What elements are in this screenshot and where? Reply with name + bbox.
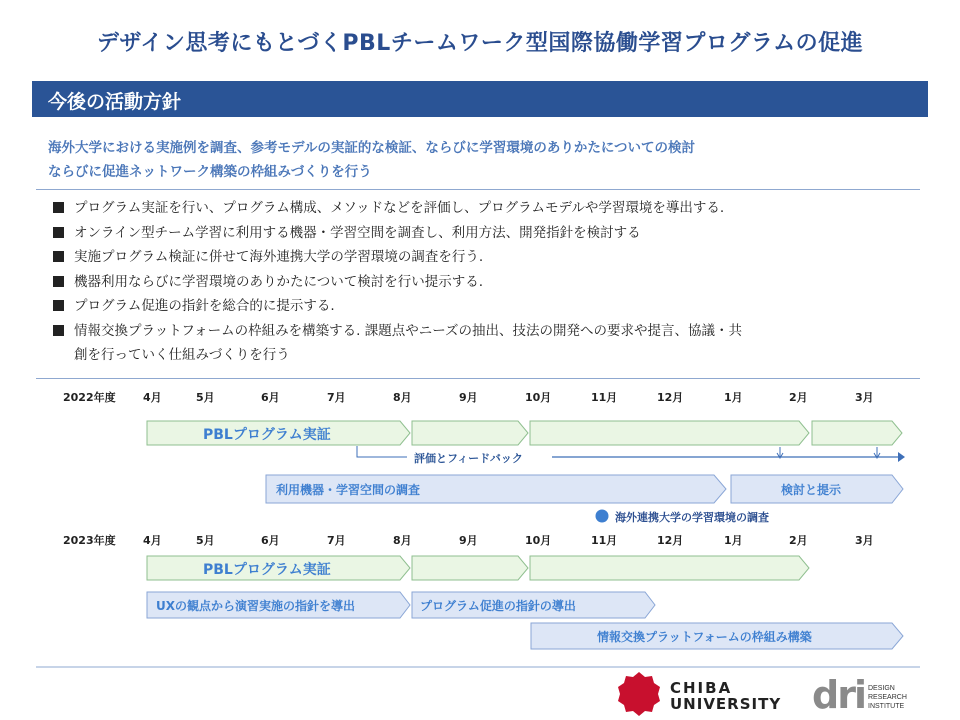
month-label: 9月 <box>459 391 478 404</box>
month-label: 9月 <box>459 534 478 547</box>
month-label: 4月 <box>143 391 162 404</box>
year-label-2023: 2023年度 <box>63 534 116 547</box>
month-label: 6月 <box>261 391 280 404</box>
month-label: 1月 <box>724 391 743 404</box>
overseas-survey-dot <box>596 510 609 523</box>
ux-2023-label: UXの観点から演習実施の指針を導出 <box>156 599 355 613</box>
pbl-2023-arrow-2 <box>412 556 528 580</box>
dri-logo-line2: RESEARCH <box>868 694 907 701</box>
pbl-2023-label: PBLプログラム実証 <box>203 562 331 578</box>
section-heading: 今後の活動方針 <box>48 91 182 113</box>
month-label: 4月 <box>143 534 162 547</box>
review-2022-label: 検討と提示 <box>781 483 842 497</box>
month-label: 5月 <box>196 534 215 547</box>
survey-2022-label: 利用機器・学習空間の調査 <box>276 483 421 497</box>
month-label: 7月 <box>327 534 346 547</box>
month-label: 6月 <box>261 534 280 547</box>
list-item-text: 実施プログラム検証に併せて海外連携大学の学習環境の調査を行う. <box>74 249 484 265</box>
list-item-text: 機器利用ならびに学習環境のありかたについて検討を行い提示する. <box>74 273 484 290</box>
month-label: 10月 <box>525 391 552 404</box>
month-label: 2月 <box>789 391 808 404</box>
list-item-text: 情報交換プラットフォームの枠組みを構築する. 課題点やニーズの抽出、技法の開発への要求や提言、協議・共 <box>74 322 743 339</box>
lead-line-1: 海外大学における実施例を調査、参考モデルの実証的な検証、ならびに学習環境のありかたについての検討 <box>48 140 696 156</box>
dri-logo-line3: INSTITUTE <box>868 703 905 710</box>
lead-line-2: ならびに促進ネットワーク構築の枠組みづくりを行う <box>48 164 372 180</box>
dri-logo-text <box>868 684 907 711</box>
pbl-2022-arrow-2 <box>412 421 528 445</box>
feedback-connector <box>357 446 407 457</box>
pbl-2022-label: PBLプログラム実証 <box>203 427 331 443</box>
chiba-logo-line2: UNIVERSITY <box>670 695 782 713</box>
chiba-logo-line1: CHIBA <box>670 679 733 697</box>
month-label: 8月 <box>393 391 412 404</box>
month-label: 5月 <box>196 391 215 404</box>
month-label: 3月 <box>855 391 874 404</box>
list-item-text: プログラム実証を行い、プログラム構成、メソッドなどを評価し、プログラムモデルや学習環境を導出する. <box>74 200 725 216</box>
platform-2023-label: 情報交換プラットフォームの枠組み構築 <box>597 630 812 644</box>
month-label: 10月 <box>525 534 552 547</box>
pbl-2022-arrow-3 <box>530 421 809 445</box>
page-title: デザイン思考にもとづくPBLチームワーク型国際協働学習プログラムの促進 <box>96 31 864 56</box>
dri-logo-mark: dri <box>812 673 865 717</box>
month-label: 2月 <box>789 534 808 547</box>
month-label: 8月 <box>393 534 412 547</box>
overseas-survey-label: 海外連携大学の学習環境の調査 <box>615 511 769 524</box>
year-label-2022: 2022年度 <box>63 391 116 404</box>
promo-2023-label: プログラム促進の指針の導出 <box>420 599 576 613</box>
list-item-text: オンライン型チーム学習に利用する機器・学習空間を調査し、利用方法、開発指針を検討する <box>74 224 641 241</box>
dri-logo-line1: DESIGN <box>868 685 895 692</box>
list-item-text: 創を行っていく仕組みづくりを行う <box>74 347 290 363</box>
chiba-emblem-icon <box>618 672 660 716</box>
month-label: 12月 <box>657 391 684 404</box>
chiba-university-logo <box>670 680 781 712</box>
pbl-2022-arrow-4 <box>812 421 902 445</box>
month-label: 11月 <box>591 391 618 404</box>
month-label: 11月 <box>591 534 618 547</box>
pbl-2023-arrow-3 <box>530 556 809 580</box>
feedback-label: 評価とフィードバック <box>414 452 523 465</box>
month-label: 3月 <box>855 534 874 547</box>
month-label: 7月 <box>327 391 346 404</box>
feedback-arrowhead <box>898 452 905 462</box>
list-item-text: プログラム促進の指針を総合的に提示する. <box>74 298 335 314</box>
month-label: 12月 <box>657 534 684 547</box>
month-label: 1月 <box>724 534 743 547</box>
